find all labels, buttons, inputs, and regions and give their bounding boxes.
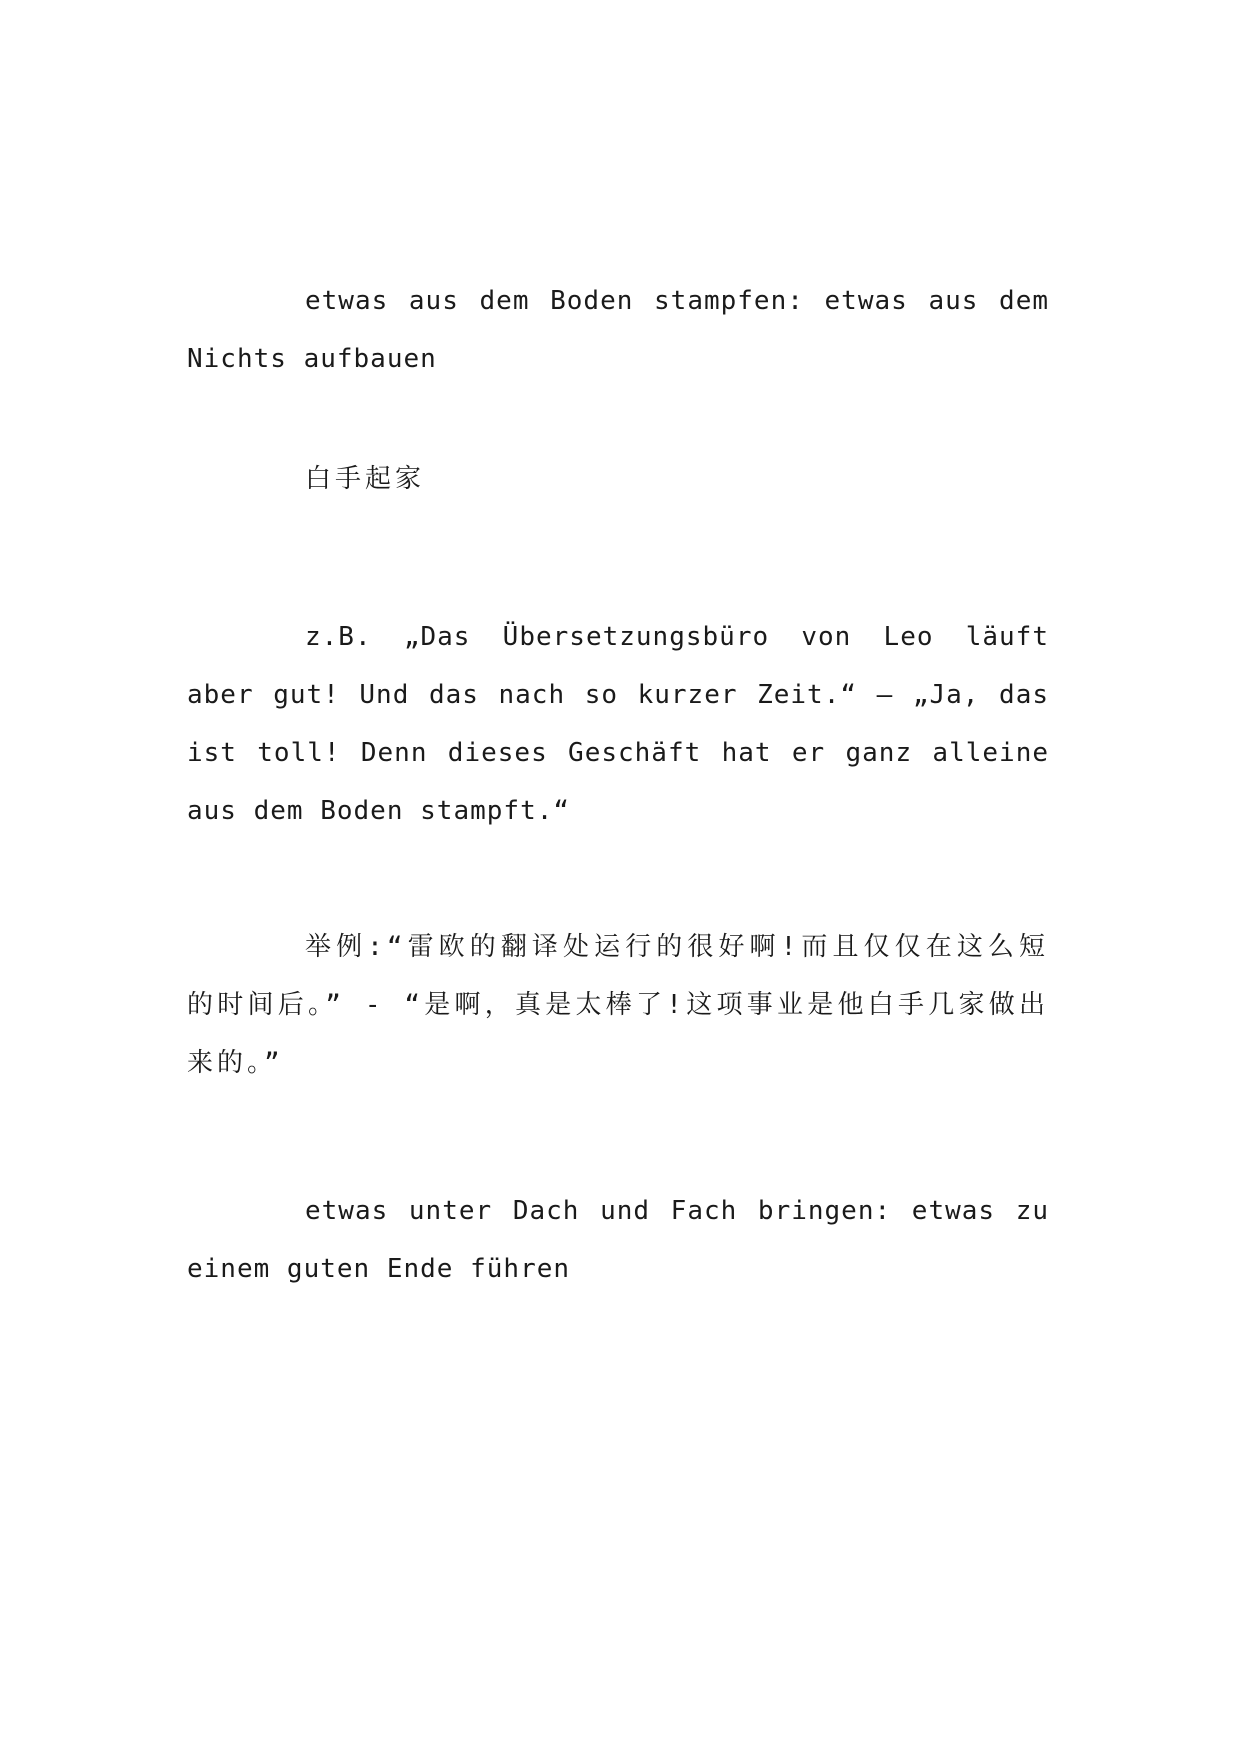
paragraph-chinese-idiom: 白手起家 [305, 464, 426, 494]
paragraph-german-example: z.B. „Das Übersetzungsbüro von Leo läuft aber gut! Und das nach so kurzer Zeit.“ – „Ja, das ist toll! Denn dieses Geschäft hat er ganz alleine aus dem Boden stampft.“ [187, 622, 1049, 826]
paragraph-second-idiom-definition: etwas unter Dach und Fach bringen: etwas zu einem guten Ende führen [187, 1196, 1049, 1284]
paragraph-chinese-example: 举例:“雷欧的翻译处运行的很好啊!而且仅仅在这么短的时间后。” - “是啊，真是太棒了!这项事业是他白手几家做出来的。” [187, 932, 1049, 1078]
paragraph-idiom-definition: etwas aus dem Boden stampfen: etwas aus dem Nichts aufbauen [187, 286, 1049, 374]
